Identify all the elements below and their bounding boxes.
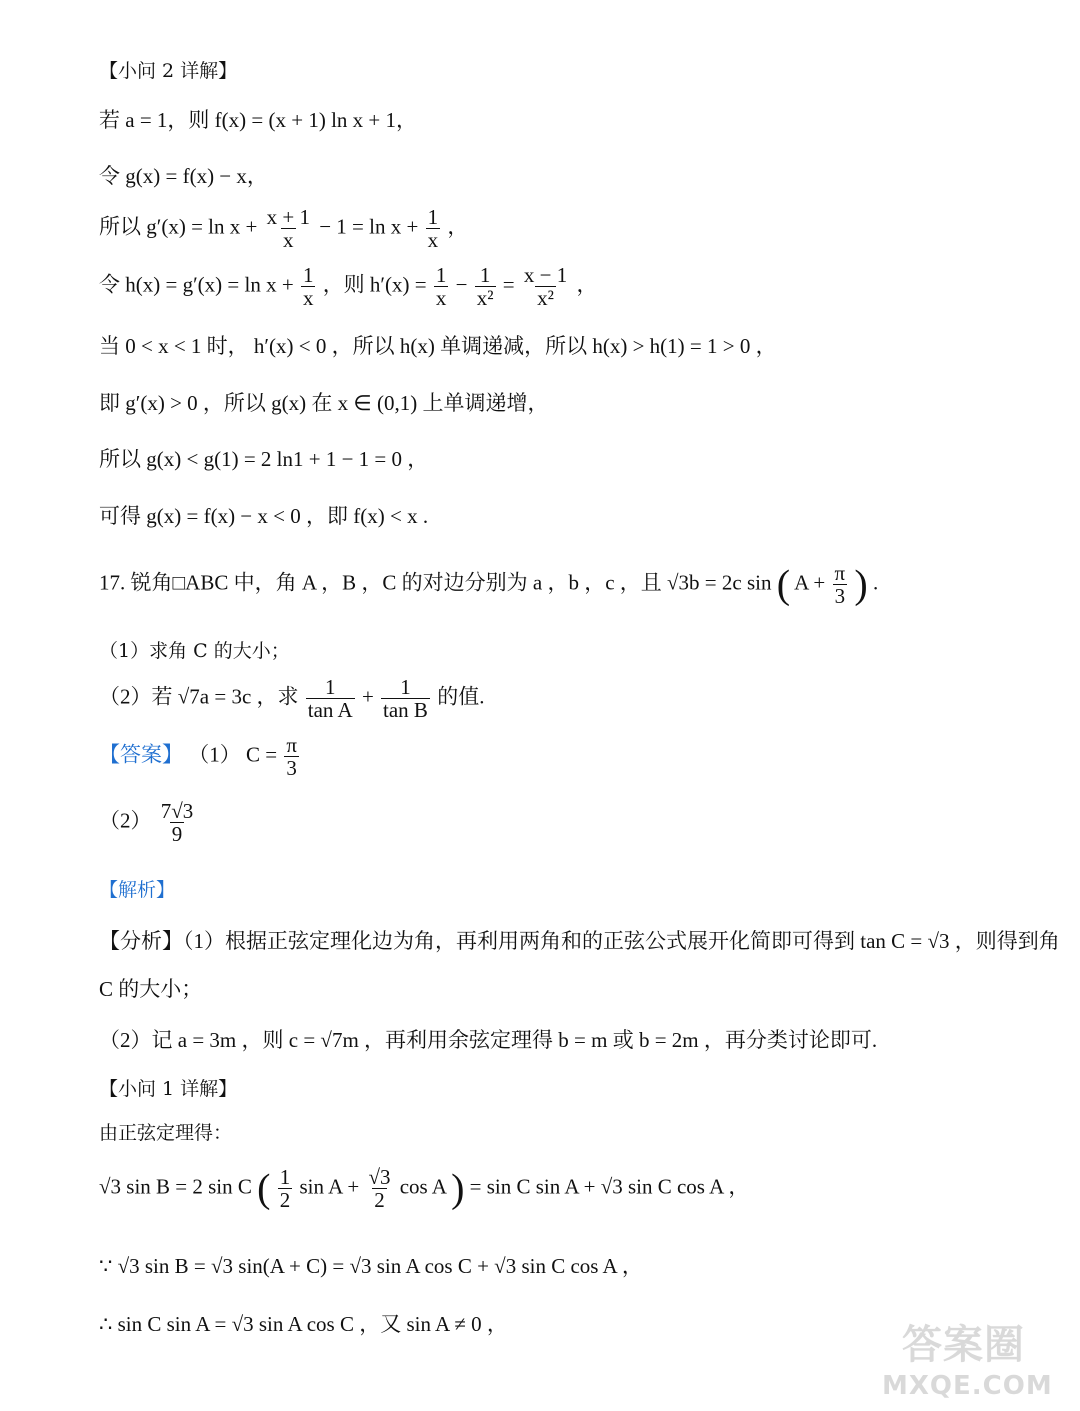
fraction	[426, 206, 441, 251]
text: （1） C =	[188, 742, 278, 767]
fraction	[306, 676, 355, 721]
text: √3 sin B = 2 sin C	[99, 1174, 252, 1199]
text: .	[872, 570, 879, 595]
text: ，	[447, 214, 469, 239]
math-line	[99, 1166, 749, 1211]
numerator: 1	[279, 1165, 291, 1189]
fraction	[301, 264, 316, 309]
math-line: ∴ sin C sin A = √3 sin A cos C ，又 sin A ≠ 0 ，	[99, 1312, 508, 1336]
numerator: 1	[435, 263, 447, 287]
denominator: 3	[286, 756, 297, 780]
denominator: 9	[171, 822, 183, 846]
math-line	[99, 206, 468, 251]
analysis-line: C 的大小；	[99, 977, 203, 1001]
numerator: π	[286, 733, 297, 757]
text: − 1 = ln x +	[319, 214, 419, 239]
math-line	[99, 264, 597, 309]
math-line: 即 g′(x) > 0 ，所以 g(x) 在 x ∈ (0,1) 上单调递增，	[99, 391, 549, 415]
text: = sin C sin A + √3 sin C cos A ，	[469, 1174, 750, 1199]
watermark-text: 答案圈	[902, 1322, 1025, 1368]
left-paren: (	[257, 1165, 271, 1211]
text-line: 由正弦定理得：	[99, 1122, 233, 1144]
fraction	[833, 562, 848, 607]
fraction	[278, 1166, 293, 1211]
answer-tag: 【答案】	[99, 742, 183, 767]
denominator: tan A	[307, 698, 353, 722]
watermark-logo	[880, 1313, 1066, 1405]
fraction	[475, 264, 496, 309]
analysis-line: （2）记 a = 3m ，则 c = √7m ，再利用余弦定理得 b = m 或 b = 2m ，再分类讨论即可.	[99, 1028, 878, 1052]
text: （2）若 √7a = 3c ，求	[99, 684, 299, 709]
text: 17. 锐角□ABC 中，角 A ，B ，C 的对边分别为 a ，b ，c ，且 √3b = 2c sin	[99, 570, 772, 595]
fraction	[159, 800, 196, 845]
answer-line-2	[99, 800, 197, 845]
math-line: 令 g(x) = f(x) − x，	[99, 164, 268, 188]
denominator: x	[302, 286, 314, 310]
numerator: 1	[479, 263, 491, 287]
text: ，则 h′(x) =	[322, 272, 427, 297]
math-line: ∵ √3 sin B = √3 sin(A + C) = √3 sin A cos C + √3 sin C cos A ，	[99, 1254, 643, 1278]
numerator: π	[834, 561, 846, 585]
math-line: 当 0 < x < 1 时， h′(x) < 0 ，所以 h(x) 单调递减，所以 h(x) > h(1) = 1 > 0 ，	[99, 334, 777, 358]
text: 的值.	[437, 684, 485, 709]
numerator: x − 1	[523, 263, 568, 287]
math-line: 若 a = 1，则 f(x) = (x + 1) ln x + 1，	[99, 108, 417, 132]
denominator: 2	[279, 1188, 291, 1212]
numerator: 1	[427, 205, 439, 229]
fraction	[265, 206, 312, 251]
numerator: x + 1	[266, 205, 310, 229]
numerator: 1	[400, 675, 411, 699]
numerator: 7√3	[160, 799, 194, 823]
text: ，	[576, 272, 598, 297]
denominator: x	[427, 228, 439, 252]
math-line: 可得 g(x) = f(x) − x < 0 ，即 f(x) < x .	[99, 504, 429, 528]
numerator: 1	[324, 675, 336, 699]
text: +	[361, 684, 374, 709]
text: A +	[794, 570, 826, 595]
denominator: 2	[374, 1188, 385, 1212]
text: −	[455, 272, 468, 297]
question-part-2	[99, 676, 484, 721]
text: =	[502, 272, 515, 297]
denominator: x²	[476, 286, 494, 310]
denominator: tan B	[383, 698, 428, 722]
text: （2）	[99, 808, 152, 833]
fraction	[366, 1166, 392, 1211]
analysis-line: 【分析】（1）根据正弦定理化边为角，再利用两角和的正弦公式展开化简即可得到 tan C = √3 ，则得到角	[99, 929, 1060, 953]
answer-line-1	[99, 734, 301, 779]
math-line: 所以 g(x) < g(1) = 2 ln1 + 1 − 1 = 0 ，	[99, 447, 429, 471]
fraction	[434, 264, 449, 309]
text: cos A	[399, 1174, 446, 1199]
left-paren: (	[776, 561, 791, 607]
fraction	[381, 676, 430, 721]
section-heading: 【小问 2 详解】	[99, 60, 238, 82]
analysis-tag: 【解析】	[99, 879, 176, 901]
question-part-1: （1）求角 C 的大小；	[99, 640, 290, 662]
text: sin A +	[299, 1174, 360, 1199]
section-heading: 【小问 1 详解】	[99, 1078, 238, 1100]
numerator: √3	[368, 1165, 391, 1189]
text: 所以 g′(x) = ln x +	[99, 214, 258, 239]
denominator: x²	[537, 286, 554, 310]
fraction	[284, 734, 299, 779]
text: 令 h(x) = g′(x) = ln x +	[99, 272, 294, 297]
denominator: x	[435, 286, 447, 310]
watermark-url: MXQE.COM	[882, 1371, 1053, 1401]
right-paren: )	[451, 1165, 465, 1211]
fraction	[522, 264, 569, 309]
question-17	[99, 562, 878, 607]
right-paren: )	[854, 561, 868, 607]
denominator: 3	[834, 584, 846, 608]
numerator: 1	[302, 263, 314, 287]
denominator: x	[283, 228, 294, 252]
